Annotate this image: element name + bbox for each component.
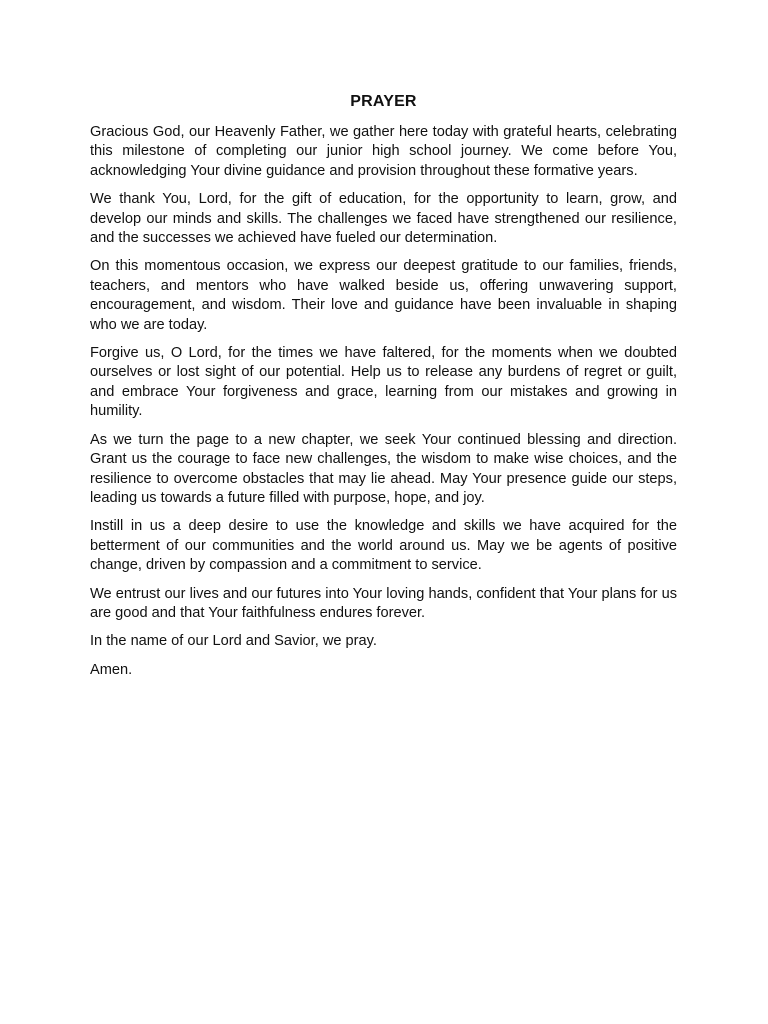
paragraph-new-chapter: As we turn the page to a new chapter, we seek Your continued blessing and direction. Grant us the courage to face new challenges, the wisdom to make wise choices, and the resilience to overcome obstacles that may lie ahead. May Your presence guide our steps, leading us towards a future filled with purpose, hope, and joy.	[90, 431, 677, 506]
document-page	[90, 92, 677, 689]
paragraph-gratitude: On this momentous occasion, we express our deepest gratitude to our families, friends, teachers, and mentors who have walked beside us, offering unwavering support, encouragement, and wisdom. Their love and guidance have been invaluable in shaping who we are today.	[90, 258, 677, 333]
paragraph-forgiveness: Forgive us, O Lord, for the times we have faltered, for the moments when we doubted ourselves or lost sight of our potential. Help us to release any burdens of regret or guilt, and embrace Your forgiveness and grace, learning from our mistakes and growing in humility.	[90, 345, 677, 420]
page-title: PRAYER	[350, 93, 417, 110]
paragraph-entrust: We entrust our lives and our futures into Your loving hands, confident that Your plans for us are good and that Your faithfulness endures forever.	[90, 585, 677, 621]
paragraph-service: Instill in us a deep desire to use the knowledge and skills we have acquired for the betterment of our communities and the world around us. May we be agents of positive change, driven by compassion and a commitment to service.	[90, 518, 677, 574]
paragraph-amen: Amen.	[90, 661, 133, 678]
paragraph-thanks-education: We thank You, Lord, for the gift of education, for the opportunity to learn, grow, and develop our minds and skills. The challenges we faced have strengthened our resilience, and the successes we achieved have fueled our determination.	[90, 191, 677, 247]
paragraph-name-of-lord: In the name of our Lord and Savior, we pray.	[90, 633, 377, 650]
paragraph-opening: Gracious God, our Heavenly Father, we gather here today with grateful hearts, celebrating this milestone of completing our junior high school journey. We come before You, acknowledging Your divine guidance and provision throughout these formative years.	[90, 124, 677, 179]
